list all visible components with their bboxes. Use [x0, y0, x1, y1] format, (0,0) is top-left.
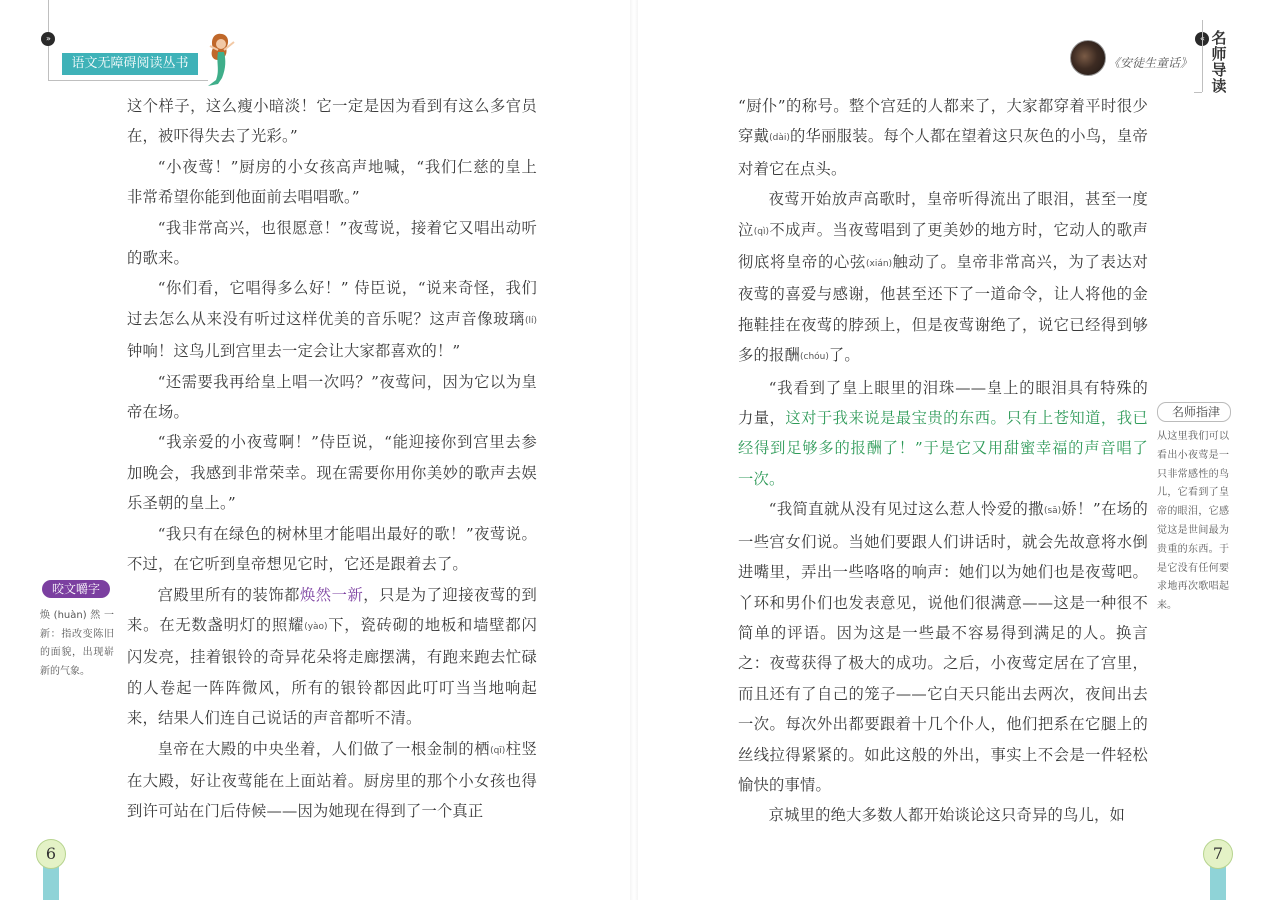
paragraph-text: “我看到了皇上眼里的泪珠——皇上的眼泪具有特殊的力量， — [738, 378, 1148, 428]
header-rule-horizontal — [48, 80, 208, 81]
paragraph-text: ，只是为了迎接夜莺的到来。在无数盏明灯的照耀 — [127, 585, 537, 634]
paragraph-text: 柱竖在大殿，好让夜莺能在上面站着。厨房里的那个小女孩也得到许可站在门后侍候——因为她现在得到了一个真正 — [127, 739, 537, 821]
paragraph — [738, 373, 1148, 495]
paragraph-text: “我亲爱的小夜莺啊！”侍臣说，“能迎接你到宫里去参加晚会，我感到非常荣幸。现在需要你用你美妙的歌声去娱乐圣朝的皇上。” — [127, 433, 537, 513]
paragraph-text: 的华丽服装。每个人都在望着这只灰色的小鸟，皇帝对着它在点头。 — [738, 127, 1148, 178]
paragraph — [127, 152, 537, 213]
paragraph — [738, 800, 1148, 830]
book-title: 《安徒生童话》 — [1108, 56, 1193, 70]
paragraph — [127, 734, 537, 827]
paragraph-text: 宫殿里所有的装饰都 — [157, 585, 300, 604]
pinyin-annotation: (chóu) — [800, 352, 829, 363]
page-number: 6 — [36, 839, 66, 869]
paragraph — [738, 184, 1148, 372]
paragraph — [127, 213, 537, 274]
paragraph — [127, 580, 537, 734]
paragraph-text: 夜莺开始放声高歌时，皇帝听得流出了眼泪，甚至一度泣 — [738, 190, 1148, 239]
paragraph-text: 皇帝在大殿的中央坐着，人们做了一根金制的栖 — [157, 739, 491, 758]
paragraph-text: 这个样子，这么瘦小暗淡！它一定是因为看到有这么多官员在，被吓得失去了光彩。” — [127, 97, 537, 146]
pinyin-annotation: (xián) — [865, 259, 893, 270]
note-text-teacher-guide: 从这里我们可以看出小夜莺是一只非常感性的鸟儿，它看到了皇帝的眼泪，它感觉这是世间最为贵重的东西。于是它没有任何要求地再次歌唱起来。 — [1157, 431, 1229, 612]
avatar — [1070, 40, 1106, 76]
highlighted-text: 这对于我来说是最宝贵的东西。只有上苍知道，我已经得到足够多的报酬了！”于是它又用甜蜜幸福的声音唱了一次。 — [738, 409, 1148, 488]
paragraph-text: “我只有在绿色的树林里才能唱出最好的歌！”夜莺说。不过，在它听到皇帝想见它时，它还是跟着去了。 — [127, 524, 537, 574]
paragraph-text: “我简直就从没有见过这么惹人怜爱的撒 — [768, 500, 1044, 519]
pinyin-annotation: (dài) — [769, 133, 790, 144]
header-rule-vertical-right — [1202, 20, 1203, 92]
left-text-column — [127, 91, 537, 827]
paragraph — [127, 427, 537, 518]
paragraph-text: 京城里的绝大多数人都开始谈论这只奇异的鸟儿，如 — [768, 806, 1126, 825]
note-text-word-study: 焕(huàn)然一新：指改变陈旧的面貌，出现崭新的气象。 — [40, 610, 114, 677]
paragraph-text: 不成声。当夜莺唱到了更美妙的地方时，它动人的歌声彻底将皇帝的心弦 — [738, 220, 1148, 272]
paragraph-text: 触动了。皇帝非常高兴，为了表达对夜莺的喜爱与感谢，他甚至还下了一道命令，让人将他的金拖鞋挂在夜莺的脖颈上，但是夜莺谢绝了，说它已经得到够多的报酬 — [738, 253, 1149, 365]
paragraph-text: 钟响！这鸟儿到宫里去一定会让大家都喜欢的！” — [127, 342, 461, 361]
paragraph-text: “我非常高兴，也很愿意！”夜莺说，接着它又唱出动听的歌来。 — [127, 218, 537, 268]
pinyin-annotation: (lí) — [524, 315, 537, 326]
paragraph — [127, 91, 537, 152]
chevron-right-icon: » — [41, 32, 55, 46]
right-page — [634, 0, 1268, 900]
paragraph-text: 下，瓷砖砌的地板和墙壁都闪闪发亮，挂着银铃的奇异花朵将走廊摆满，有跑来跑去忙碌的人卷起一阵阵微风，所有的银铃都因此叮叮当当地响起来，结果人们连自己说话的声音都听不清。 — [127, 615, 537, 728]
paragraph-text: 了。 — [828, 346, 860, 365]
paragraph — [738, 494, 1148, 800]
pinyin-annotation: (qī) — [490, 745, 506, 756]
pinyin-annotation: (yào) — [304, 621, 328, 632]
paragraph-text: “还需要我再给皇上唱一次吗？”夜莺问，因为它以为皇帝在场。 — [127, 372, 537, 422]
header-rule-horizontal-right — [1194, 92, 1202, 93]
paragraph — [127, 519, 537, 580]
note-tag-word-study: 咬文嚼字 — [42, 580, 110, 598]
paragraph — [738, 91, 1148, 184]
section-title: 名师导读 — [1211, 29, 1227, 95]
pinyin-annotation: (sā) — [1043, 506, 1062, 517]
paragraph-text: 娇！”在场的一些宫女们说。当她们要跟人们讲话时，就会先故意将水倒进嘴里，弄出一些咯咯的响声：她们以为她们也是夜莺吧。丫环和男仆们也发表意见，说他们很满意——这是一种很不简单的评语。因为这是一些最不容易得到满足的人。换言之：夜莺获得了极大的成功。之后，小夜莺定居在了宫里，而且还有了自己的笼子——它白天只能出去两次，夜间出去一次。每次外出都要跟着十几个仆人，他们把系在它腿上的丝线拉得紧紧的。如此这般的外出，事实上不会是一件轻松愉快的事情。 — [738, 500, 1148, 794]
note-tag-teacher-guide: 名师指津 — [1157, 402, 1231, 422]
paragraph-text: “小夜莺！”厨房的小女孩高声地喊，“我们仁慈的皇上非常希望你能到他面前去唱唱歌。” — [127, 157, 537, 207]
pinyin-annotation: (qì) — [753, 226, 770, 237]
right-text-column — [738, 91, 1148, 831]
paragraph-text: “你们看，它唱得多么好！” 侍臣说，“说来奇怪，我们过去怎么从来没有听过这样优美的音乐呢？这声音像玻璃 — [127, 279, 537, 328]
paragraph-text: “厨仆”的称号。整个宫廷的人都来了，大家都穿着平时很少穿戴 — [738, 97, 1148, 146]
paragraph — [127, 367, 537, 428]
mermaid-icon — [198, 30, 248, 88]
series-badge: 语文无障碍阅读丛书 — [62, 53, 198, 75]
page-number: 7 — [1203, 839, 1233, 869]
paragraph — [127, 273, 537, 366]
highlighted-text: 焕然一新 — [299, 585, 364, 604]
